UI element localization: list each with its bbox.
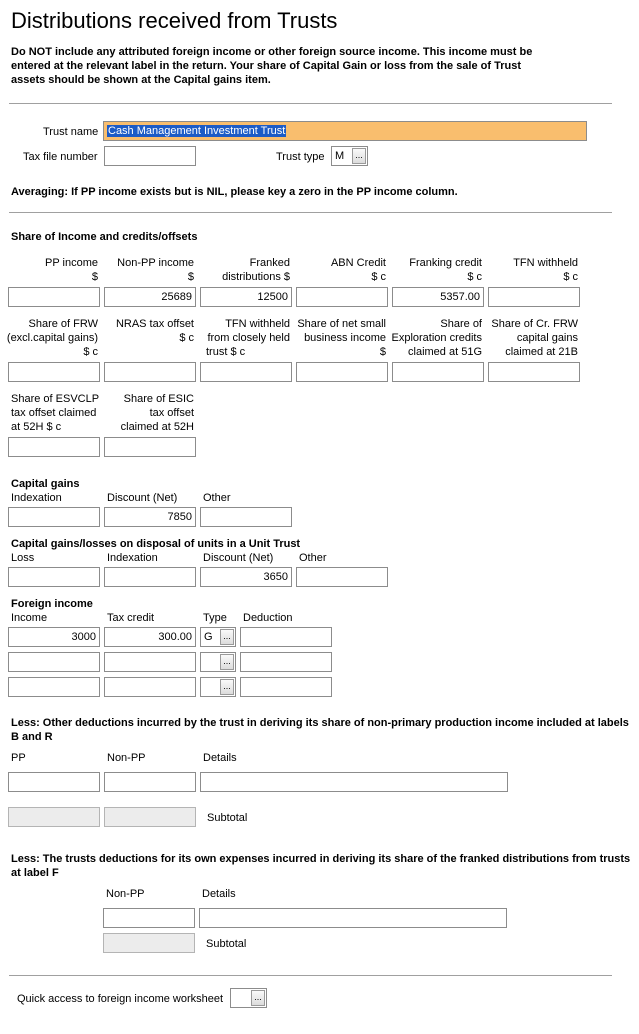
od-non-pp-input[interactable] [104,772,196,792]
td-details-input[interactable] [199,908,507,928]
td-non-pp-label: Non-PP [106,888,145,900]
capital-gains-heading: Capital gains [11,478,80,490]
divider [9,975,612,976]
page-title: Distributions received from Trusts [11,8,338,33]
ut-loss-label: Loss [11,552,35,564]
trust-name-value: Cash Management Investment Trust [108,125,286,137]
ellipsis-icon[interactable]: ... [251,990,265,1006]
ellipsis-icon[interactable]: ... [352,148,366,164]
cg-indexation-input[interactable] [8,507,100,527]
foreign-income-heading: Foreign income [11,598,93,610]
franking-credit-label: Franking credit $ c [409,257,482,283]
ut-other-label: Other [299,552,327,564]
td-details-label: Details [202,888,236,900]
ut-discount-label: Discount (Net) [203,552,274,564]
fi-income-input[interactable]: 3000 [8,627,100,647]
exploration-credits-input[interactable] [392,362,484,382]
divider [9,103,612,104]
ellipsis-icon[interactable]: ... [220,629,234,645]
od-pp-subtotal [8,807,100,827]
fi-tax-credit-input[interactable] [104,677,196,697]
esic-offset-input[interactable] [104,437,196,457]
od-details-input[interactable] [200,772,508,792]
quick-access-label: Quick access to foreign income worksheet [17,993,224,1005]
trust-deductions-heading: Less: The trusts deductions for its own expenses incurred in deriving its share of the franked distributions from trusts at label F [11,853,631,879]
fi-deduction-input[interactable] [240,652,332,672]
intro-note: Do NOT include any attributed foreign income or other foreign source income. This income must be entered at the relevant label in the return. Your share of Capital Gain or loss from the sale of Trust assets should be shown at the Capital gains item. [11,46,533,86]
td-non-pp-input[interactable] [103,908,195,928]
averaging-note: Averaging: If PP income exists but is NIL, please key a zero in the PP income column. [11,186,458,198]
fi-type-select[interactable] [200,652,236,672]
cr-frw-capital-gains-label: Share of Cr. FRW capital gains claimed at 21B [491,318,578,358]
trust-type-select[interactable] [331,146,368,166]
trust-name-label: Trust name [43,126,99,138]
cr-frw-capital-gains-input[interactable] [488,362,580,382]
fi-income-label: Income [11,612,48,624]
ut-discount-input[interactable]: 3650 [200,567,292,587]
pp-income-label: PP income $ [45,257,98,283]
ut-indexation-label: Indexation [107,552,158,564]
quick-access-select[interactable] [230,988,267,1008]
fi-deduction-label: Deduction [243,612,293,624]
abn-credit-label: ABN Credit $ c [330,257,386,283]
share-frw-label: Share of FRW (excl.capital gains) $ c [6,318,98,358]
divider [9,212,612,213]
non-pp-income-input[interactable]: 25689 [104,287,196,307]
esic-offset-label: Share of ESIC tax offset claimed at 52H [120,393,194,433]
ut-indexation-input[interactable] [104,567,196,587]
ellipsis-icon[interactable]: ... [220,679,234,695]
od-non-pp-subtotal [104,807,196,827]
exploration-credits-label: Share of Exploration credits claimed at 51G [391,318,482,358]
trust-type-label: Trust type [276,151,325,163]
share-frw-input[interactable] [8,362,100,382]
fi-income-input[interactable] [8,652,100,672]
trust-name-input[interactable] [103,121,587,141]
abn-credit-input[interactable] [296,287,388,307]
fi-type-select[interactable] [200,677,236,697]
od-non-pp-label: Non-PP [107,752,146,764]
net-small-business-input[interactable] [296,362,388,382]
od-pp-input[interactable] [8,772,100,792]
pp-income-input[interactable] [8,287,100,307]
fi-type-select[interactable] [200,627,236,647]
trust-type-value: M [335,150,345,162]
od-details-label: Details [203,752,237,764]
td-non-pp-subtotal [103,933,195,953]
ut-loss-input[interactable] [8,567,100,587]
non-pp-income-label: Non-PP income $ [117,257,194,283]
cg-discount-label: Discount (Net) [107,492,178,504]
net-small-business-label: Share of net small business income $ [297,318,386,358]
fi-deduction-input[interactable] [240,627,332,647]
tfn-input[interactable] [104,146,196,166]
fi-tax-credit-input[interactable] [104,652,196,672]
fi-type-value: G [204,631,213,643]
esvclp-offset-input[interactable] [8,437,100,457]
ut-other-input[interactable] [296,567,388,587]
nras-tax-offset-label: NRAS tax offset $ c [115,318,194,344]
fi-income-input[interactable] [8,677,100,697]
tfn-label: Tax file number [23,151,98,163]
tfn-withheld-input[interactable] [488,287,580,307]
franked-distributions-label: Franked distributions $ [222,257,290,283]
td-subtotal-label: Subtotal [206,938,247,950]
franking-credit-input[interactable]: 5357.00 [392,287,484,307]
tfn-withheld-label: TFN withheld $ c [513,257,578,283]
od-pp-label: PP [11,752,26,764]
nras-tax-offset-input[interactable] [104,362,196,382]
fi-deduction-input[interactable] [240,677,332,697]
esvclp-offset-label: Share of ESVCLP tax offset claimed at 52H $ c [11,393,100,433]
franked-distributions-input[interactable]: 12500 [200,287,292,307]
unit-trust-heading: Capital gains/losses on disposal of units in a Unit Trust [11,538,301,550]
ellipsis-icon[interactable]: ... [220,654,234,670]
cg-other-label: Other [203,492,231,504]
cg-indexation-label: Indexation [11,492,62,504]
fi-tax-credit-input[interactable]: 300.00 [104,627,196,647]
fi-type-label: Type [203,612,227,624]
tfn-withheld-closely-held-input[interactable] [200,362,292,382]
other-deductions-heading: Less: Other deductions incurred by the trust in deriving its share of non-primary production income included at labels B and R [11,717,629,743]
fi-tax-credit-label: Tax credit [107,612,155,624]
tfn-withheld-closely-held-label: TFN withheld from closely held trust $ c [206,318,290,358]
od-subtotal-label: Subtotal [207,812,248,824]
cg-discount-input[interactable]: 7850 [104,507,196,527]
cg-other-input[interactable] [200,507,292,527]
share-heading: Share of Income and credits/offsets [11,231,198,243]
